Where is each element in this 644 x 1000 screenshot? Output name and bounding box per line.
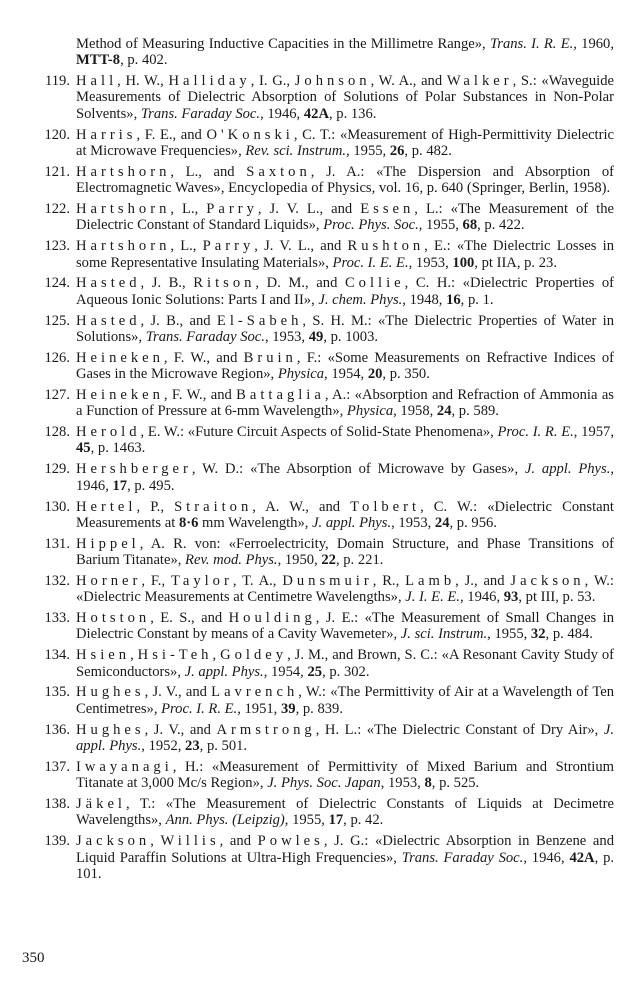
reference-body (76, 73, 614, 122)
journal-title: Proc. I. R. E. (161, 700, 238, 717)
volume-number: 24 (436, 403, 452, 420)
reference-text: , 1955, (418, 217, 463, 234)
author-name: Dunsmuir (282, 572, 373, 589)
reference-text: , W. D.: «The Absorption of Microwave by Gases», (191, 461, 525, 478)
author-name: O'Konski (206, 126, 294, 143)
reference-text: , D. M., and (255, 275, 345, 292)
reference-text: , J. M., and Brown, S. C.: «A Resonant Cavity Study of Semiconductors», (76, 647, 614, 680)
reference-text: , p. 402. (120, 52, 168, 69)
reference-text: , L., (170, 238, 203, 255)
reference-text: , 1953, (391, 514, 435, 531)
reference-text: , A. R. von: «Ferroelectricity, Domain Structure, and Phase Transitions of Barium Titanate», (76, 535, 614, 569)
journal-title: Trans. Faraday Soc. (145, 328, 265, 345)
reference-text: , p. 839. (295, 700, 343, 717)
volume-number: MTT-8 (76, 52, 121, 69)
author-name: Halliday (168, 73, 251, 90)
author-name: Heineken (76, 386, 164, 403)
reference-number: 121. (44, 163, 70, 180)
author-name: Parry (202, 238, 255, 255)
author-name: Lavrench (211, 684, 299, 701)
reference-text: , 1957, (573, 424, 614, 441)
volume-number: 17 (112, 477, 128, 494)
reference-text: , p. 101. (76, 849, 615, 882)
reference-entry (22, 164, 614, 197)
reference-body (76, 164, 614, 197)
reference-number: 135. (44, 684, 70, 701)
reference-number: 130. (44, 498, 70, 515)
reference-number: 120. (44, 126, 70, 143)
volume-number: 25 (307, 663, 323, 680)
journal-title: J. appl. Phys. (76, 721, 614, 754)
journal-title: Physica (277, 366, 325, 383)
volume-number: 42A (569, 849, 595, 866)
reference-body (76, 573, 614, 606)
reference-text: , C. W.: «Dielectric Constant Measurements at (76, 498, 614, 531)
reference-entry (22, 127, 614, 160)
reference-entry (22, 833, 614, 882)
reference-text: , J. B., and (140, 312, 217, 329)
reference-text: , 1953, (380, 775, 425, 792)
reference-text: , p. 484. (545, 626, 593, 643)
reference-text: , R., (372, 572, 406, 589)
reference-text: , F. W., and (163, 386, 237, 403)
journal-title: Proc. I. R. E. (497, 424, 574, 441)
volume-number: 16 (446, 291, 461, 308)
journal-title: Rev. sci. Instrum. (245, 142, 347, 159)
reference-text: , 1958, (393, 403, 437, 420)
reference-text: , p. 350. (382, 366, 430, 383)
reference-entry (22, 461, 614, 494)
reference-body (76, 536, 614, 569)
reference-text: , F., (141, 572, 171, 589)
reference-text: , p. 1003. (323, 328, 379, 345)
reference-body (76, 461, 614, 494)
reference-text: , p. 136. (328, 105, 377, 122)
reference-number: 131. (44, 535, 70, 552)
reference-entry (22, 350, 614, 383)
reference-text: , P., (136, 498, 175, 515)
volume-number: 32 (530, 626, 546, 643)
volume-number: 39 (280, 700, 296, 717)
reference-number: 122. (44, 201, 70, 218)
reference-entry (22, 313, 614, 346)
author-name: Rushton (347, 238, 425, 255)
volume-number: 24 (434, 514, 450, 531)
author-name: Hughes (76, 721, 145, 738)
reference-body (76, 424, 614, 457)
reference-text: , 1952, (141, 737, 186, 754)
reference-text: , T. A., (232, 572, 283, 589)
reference-continuation (22, 36, 614, 69)
journal-title: Rev. mod. Phys. (185, 552, 278, 569)
volume-number: 68 (462, 217, 478, 234)
reference-text: , H.: «Measurement of Permittivity of Mixed Barium and Strontium Titanate at 3,000 Mc/s Region», (76, 758, 614, 792)
reference-text: , 1946, (523, 849, 570, 866)
author-name: Hertel (76, 498, 137, 515)
author-name: Taylor (170, 572, 233, 589)
reference-entry (22, 275, 614, 308)
reference-text: , (212, 647, 221, 664)
reference-text: , F. W., and (163, 349, 244, 366)
reference-body (76, 833, 614, 882)
author-name: Hsi-Teh (137, 647, 213, 664)
author-name: Jäkel (76, 796, 126, 813)
reference-entry (22, 499, 614, 532)
reference-entry (22, 573, 614, 606)
author-name: Bruin (243, 349, 297, 366)
reference-entry (22, 684, 614, 717)
reference-text: , H. W., (117, 73, 169, 90)
reference-text: , A. W., and (252, 498, 351, 515)
reference-text: , 1950, (277, 552, 322, 569)
reference-number: 125. (44, 312, 70, 329)
reference-body (76, 759, 614, 792)
reference-body (76, 275, 614, 308)
journal-title: J. appl. Phys. (184, 663, 264, 680)
journal-title: J. appl. Phys. (524, 461, 611, 478)
reference-entry (22, 73, 614, 122)
reference-body (76, 238, 614, 271)
reference-entry (22, 536, 614, 569)
reference-text: , p. 956. (449, 514, 497, 531)
reference-text: , p. 525. (431, 775, 480, 792)
reference-text: , S.: «Waveguide Measurements of Dielectric Absorption of Solutions of Polar Substances in Non-Polar Solvents», (76, 73, 614, 122)
volume-number: 20 (367, 366, 383, 383)
reference-entry (22, 759, 614, 792)
volume-number: 42A (303, 105, 329, 122)
author-name: Hasted (76, 312, 141, 329)
author-name: Tolbert (350, 498, 421, 515)
reference-text: , F.: «Some Measurements on Refractive Indices of Gases in the Microwave Region», (76, 349, 614, 383)
reference-entry (22, 610, 614, 643)
reference-entry (22, 796, 614, 829)
author-name: Parry (206, 201, 258, 218)
reference-text: , J. V., and (144, 721, 217, 738)
journal-title: J. I. E. E. (405, 589, 460, 606)
journal-title: Proc. I. E. E. (332, 254, 409, 271)
author-name: Hartshorn (76, 163, 171, 180)
reference-text: , p. 221. (335, 552, 384, 569)
reference-text: , 1960, (573, 36, 615, 52)
reference-number: 126. (44, 349, 70, 366)
reference-text: , I. G., (250, 73, 295, 90)
reference-number: 134. (44, 647, 70, 664)
author-name: Horner (76, 572, 142, 589)
author-name: Harris (76, 126, 137, 143)
journal-title: Trans. Faraday Soc. (140, 105, 261, 122)
author-name: Houlding (228, 610, 316, 627)
reference-text: , 1946, (260, 105, 304, 122)
reference-number: 132. (44, 572, 70, 589)
author-name: Iwayanagi (76, 758, 173, 775)
reference-text: , p. 1463. (90, 440, 146, 457)
reference-text: , 1948, (402, 291, 447, 308)
author-name: Hotston (76, 610, 151, 627)
volume-number: 17 (328, 812, 344, 829)
reference-text: , 1953, (264, 328, 309, 345)
reference-entry (22, 647, 614, 680)
volume-number: 8 (424, 775, 432, 792)
reference-text: , J., and (455, 572, 511, 589)
reference-text: , p. 589. (451, 403, 499, 420)
reference-body (76, 350, 614, 383)
reference-list (22, 36, 614, 882)
author-name: Hershberger (76, 461, 192, 478)
reference-number: 129. (44, 461, 70, 478)
reference-text: , (130, 647, 138, 664)
reference-text: , C. H.: «Dielectric Properties of Aqueous Ionic Solutions: Parts I and II», (76, 275, 614, 308)
reference-text: , A.: «Absorption and Refraction of Ammonia as a Function of Pressure at 6-mm Wavelength», (76, 386, 614, 420)
reference-text: , J. V. L., and (257, 201, 361, 218)
author-name: Collie (344, 275, 405, 292)
reference-text: , S. H. M.: «The Dielectric Properties of Water in Solutions», (76, 312, 614, 345)
reference-entry (22, 722, 614, 755)
reference-text: , H. L.: «The Dielectric Constant of Dry Air», (315, 721, 604, 738)
reference-entry (22, 201, 614, 234)
author-name: Powles (257, 833, 324, 850)
author-name: El-Sabeh (216, 312, 303, 329)
author-name: Hartshorn (76, 201, 171, 218)
reference-body (76, 127, 614, 160)
author-name: Lamb (405, 572, 456, 589)
reference-text: , 1955, (487, 626, 531, 643)
reference-number: 138. (44, 796, 70, 813)
reference-number: 127. (44, 386, 70, 403)
author-name: Johnson (294, 73, 371, 90)
reference-body (76, 684, 614, 717)
reference-number: 136. (44, 721, 70, 738)
reference-body (76, 647, 614, 680)
volume-number: 26 (389, 142, 405, 159)
journal-title: Trans. I. R. E. (489, 36, 574, 52)
reference-text: , F. E., and (136, 126, 207, 143)
reference-text: , L.: «The Measurement of the Dielectric Constant of Standard Liquids», (76, 201, 614, 234)
author-name: Heineken (76, 349, 164, 366)
reference-number: 123. (44, 238, 70, 255)
reference-number: 124. (44, 275, 70, 292)
author-name: Jackson (76, 833, 151, 850)
reference-text: , p. 1. (460, 291, 494, 308)
journal-title: Proc. Phys. Soc. (323, 217, 419, 234)
reference-text: , J. G.: «Dielectric Absorption in Benzene and Liquid Paraffin Solutions at Ultra-High Frequencies», (76, 833, 615, 866)
reference-text: , E. S., and (150, 610, 229, 627)
reference-number: 119. (45, 73, 70, 90)
author-name: Jackson (510, 572, 585, 589)
reference-text: , E.: «The Dielectric Losses in some Representative Insulating Materials», (76, 238, 614, 271)
reference-text: , 1953, (408, 254, 453, 271)
reference-text: , W. A., and (370, 73, 447, 90)
reference-text: , pt IIA, p. 23. (474, 254, 557, 271)
reference-number: 137. (44, 758, 70, 775)
volume-number: 22 (321, 552, 336, 569)
journal-title: Physica (346, 403, 394, 420)
reference-text: , 1954, (324, 366, 368, 383)
volume-number: 93 (503, 589, 519, 606)
volume-number: 23 (185, 737, 200, 754)
author-name: Battaglia (236, 386, 325, 403)
reference-body (76, 610, 614, 643)
reference-entry (22, 387, 614, 420)
reference-text: , p. 495. (127, 477, 175, 494)
reference-text: , p. 482. (404, 142, 452, 159)
page-number: 350 (22, 950, 45, 966)
reference-text: , 1951, (237, 700, 281, 717)
reference-number: 133. (44, 610, 70, 627)
reference-text: , 1955, (284, 812, 329, 829)
reference-number: 139. (44, 833, 70, 850)
reference-text: , J. A.: «The Dispersion and Absorption of Electromagnetic Waves», Encyclopedia of Physics, vol. 16, p. 640 (Springer, Berlin, 1958). (76, 163, 614, 197)
reference-entry (22, 424, 614, 457)
reference-text: , W.: «Dielectric Measurements at Centimetre Wavelengths», (76, 572, 614, 606)
author-name: Herold (76, 424, 141, 441)
author-name: Goldey (220, 647, 288, 664)
reference-text: , (150, 833, 161, 850)
author-name: Straiton (174, 498, 253, 515)
reference-text: , E. W.: «Future Circuit Aspects of Solid-State Phenomena», (140, 424, 498, 441)
volume-number: 100 (452, 254, 475, 271)
reference-entry (22, 238, 614, 271)
volume-number: 8·6 (178, 514, 199, 531)
reference-body (76, 796, 614, 829)
author-name: Ritson (193, 275, 256, 292)
reference-text: , W.: «The Permittivity of Air at a Wavelength of Ten Centimetres», (76, 684, 614, 717)
journal-title: J. sci. Instrum. (400, 626, 488, 643)
author-name: Walker (446, 73, 513, 90)
author-name: Hartshorn (76, 238, 171, 255)
reference-text: , 1946, (459, 589, 504, 606)
reference-text: , 1946, (76, 461, 614, 494)
journal-title: Trans. Faraday Soc. (401, 849, 524, 866)
reference-text: , pt III, p. 53. (518, 589, 596, 606)
reference-text: , J. E.: «The Measurement of Small Changes in Dielectric Constant by means of a Cavity Wavemeter», (76, 610, 614, 643)
journal-title: J. appl. Phys. (312, 514, 392, 531)
reference-text: , J. V. L., and (254, 238, 348, 255)
journal-title: J. Phys. Soc. Japan (267, 775, 381, 792)
author-name: Hall (76, 73, 118, 90)
journal-title: Ann. Phys. (Leipzig) (165, 812, 285, 829)
author-name: Hippel (76, 535, 140, 552)
volume-number: 45 (76, 440, 91, 457)
reference-text: , and (219, 833, 258, 850)
author-name: Armstrong (216, 721, 316, 738)
author-name: Hughes (76, 684, 145, 701)
reference-text: , C. T.: «Measurement of High-Permittivity Dielectric at Microwave Frequencies», (76, 126, 615, 159)
reference-text: Method of Measuring Inductive Capacities in the Millimetre Range», (76, 36, 490, 52)
reference-text: , p. 42. (343, 812, 384, 829)
reference-number: 128. (44, 424, 70, 441)
reference-text: , L., and (170, 163, 247, 180)
reference-body (76, 201, 614, 234)
author-name: Willis (160, 833, 220, 850)
reference-text: , 1954, (263, 663, 308, 680)
reference-text: mm Wavelength», (198, 514, 313, 531)
reference-text: , J. B., (140, 275, 194, 292)
reference-text: , L., (170, 201, 207, 218)
author-name: Hasted (76, 275, 141, 292)
reference-text: , J. V., and (144, 684, 212, 701)
reference-body (76, 499, 614, 532)
volume-number: 49 (308, 328, 324, 345)
reference-body (76, 387, 614, 420)
journal-title: J. chem. Phys. (318, 291, 403, 308)
reference-body (76, 313, 614, 346)
reference-text: , T.: «The Measurement of Dielectric Constants of Liquids at Decimetre Wavelengths», (76, 796, 614, 829)
author-name: Essen (360, 201, 415, 218)
author-name: Hsien (76, 647, 131, 664)
author-name: Saxton (246, 163, 311, 180)
reference-text: , 1955, (346, 142, 390, 159)
reference-text: , p. 302. (322, 663, 370, 680)
reference-text: , p. 501. (199, 737, 248, 754)
reference-text: , p. 422. (477, 217, 525, 234)
reference-body (76, 722, 614, 755)
